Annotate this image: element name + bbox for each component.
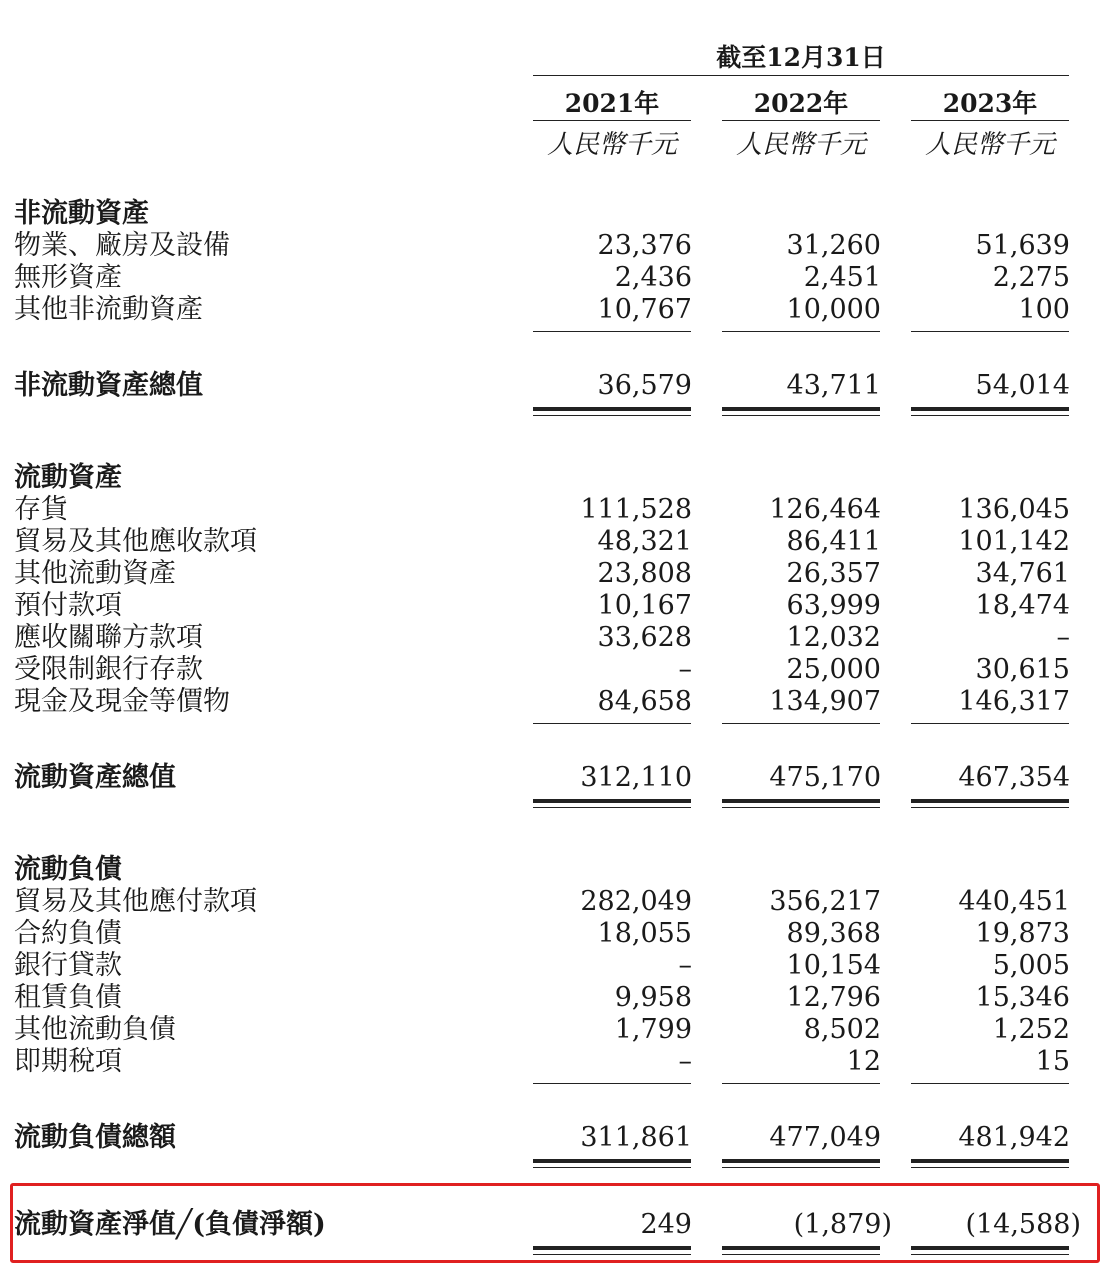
row-label: 受限制銀行存款 bbox=[14, 654, 203, 685]
row-value: 26,357 bbox=[786, 558, 881, 589]
total-value: 477,049 bbox=[769, 1122, 881, 1153]
row-value: 12,032 bbox=[786, 622, 881, 653]
row-label: 預付款項 bbox=[14, 590, 122, 621]
row-label: 其他非流動資產 bbox=[14, 294, 203, 325]
total-double-rule bbox=[533, 407, 691, 416]
header-rule bbox=[533, 75, 1069, 76]
row-label: 貿易及其他應付款項 bbox=[14, 886, 257, 917]
total-value: 54,014 bbox=[975, 370, 1070, 401]
row-value: 282,049 bbox=[580, 886, 692, 917]
subtotal-rule bbox=[533, 723, 691, 724]
row-value: 23,808 bbox=[597, 558, 692, 589]
row-value: 48,321 bbox=[597, 526, 692, 557]
subtotal-rule bbox=[722, 1083, 880, 1084]
row-value: 10,154 bbox=[786, 950, 881, 981]
row-value: 10,167 bbox=[597, 590, 692, 621]
row-value: 15,346 bbox=[975, 982, 1070, 1013]
row-value: 23,376 bbox=[597, 230, 692, 261]
row-value: – bbox=[678, 1046, 692, 1077]
row-value: 5,005 bbox=[992, 950, 1070, 981]
row-value: 34,761 bbox=[975, 558, 1070, 589]
row-value: 136,045 bbox=[958, 494, 1070, 525]
row-value: 111,528 bbox=[580, 494, 692, 525]
total-label-non-current-assets: 非流動資產總值 bbox=[14, 370, 203, 401]
row-value: 31,260 bbox=[786, 230, 881, 261]
row-label: 物業、廠房及設備 bbox=[14, 230, 230, 261]
row-value: – bbox=[678, 950, 692, 981]
row-value: 10,767 bbox=[597, 294, 692, 325]
net-current-value-2023: (14,588) bbox=[965, 1209, 1081, 1240]
subtotal-rule bbox=[911, 1083, 1069, 1084]
row-value: 25,000 bbox=[786, 654, 881, 685]
row-value: 12,796 bbox=[786, 982, 881, 1013]
row-value: 356,217 bbox=[769, 886, 881, 917]
total-value: 43,711 bbox=[786, 370, 881, 401]
row-value: 84,658 bbox=[597, 686, 692, 717]
subtotal-rule bbox=[911, 331, 1069, 332]
row-value: 440,451 bbox=[958, 886, 1070, 917]
row-label: 貿易及其他應收款項 bbox=[14, 526, 257, 557]
row-value: 30,615 bbox=[975, 654, 1070, 685]
row-label: 租賃負債 bbox=[14, 982, 122, 1013]
row-value: 86,411 bbox=[786, 526, 881, 557]
row-value: 15 bbox=[1035, 1046, 1070, 1077]
unit-2023: 人民幣千元 bbox=[924, 130, 1055, 160]
net-current-value-2021: 249 bbox=[640, 1209, 692, 1240]
total-label-current-assets: 流動資產總值 bbox=[14, 762, 176, 793]
section-heading-current-assets: 流動資產 bbox=[14, 462, 122, 493]
total-double-rule bbox=[722, 799, 880, 808]
subtotal-rule bbox=[533, 1083, 691, 1084]
row-value: – bbox=[1056, 622, 1070, 653]
row-value: 19,873 bbox=[975, 918, 1070, 949]
row-label: 其他流動負債 bbox=[14, 1014, 176, 1045]
year-rule-2021 bbox=[533, 120, 691, 121]
row-value: – bbox=[678, 654, 692, 685]
row-label: 存貨 bbox=[14, 494, 68, 525]
row-value: 18,055 bbox=[597, 918, 692, 949]
net-current-value-2022: (1,879) bbox=[793, 1209, 892, 1240]
row-value: 1,799 bbox=[614, 1014, 692, 1045]
net-current-label: 流動資產淨值╱(負債淨額) bbox=[14, 1209, 326, 1240]
total-double-rule bbox=[533, 1159, 691, 1168]
section-heading-non-current-assets: 非流動資產 bbox=[14, 198, 149, 229]
row-value: 8,502 bbox=[803, 1014, 881, 1045]
total-double-rule bbox=[722, 407, 880, 416]
row-value: 18,474 bbox=[975, 590, 1070, 621]
year-rule-2022 bbox=[722, 120, 880, 121]
row-label: 其他流動資產 bbox=[14, 558, 176, 589]
row-value: 33,628 bbox=[597, 622, 692, 653]
unit-2021: 人民幣千元 bbox=[546, 130, 677, 160]
row-label: 銀行貸款 bbox=[14, 950, 122, 981]
row-value: 101,142 bbox=[958, 526, 1070, 557]
total-double-rule bbox=[533, 1246, 691, 1255]
row-value: 10,000 bbox=[786, 294, 881, 325]
year-2021: 2021年 bbox=[564, 89, 660, 118]
row-value: 126,464 bbox=[769, 494, 881, 525]
total-double-rule bbox=[911, 407, 1069, 416]
subtotal-rule bbox=[533, 331, 691, 332]
row-value: 12 bbox=[846, 1046, 881, 1077]
row-label: 現金及現金等價物 bbox=[14, 686, 230, 717]
subtotal-rule bbox=[722, 331, 880, 332]
total-label-current-liabilities: 流動負債總額 bbox=[14, 1122, 176, 1153]
row-value: 1,252 bbox=[992, 1014, 1070, 1045]
total-value: 467,354 bbox=[958, 762, 1070, 793]
year-2023: 2023年 bbox=[942, 89, 1038, 118]
row-value: 134,907 bbox=[769, 686, 881, 717]
year-2022: 2022年 bbox=[753, 89, 849, 118]
total-double-rule bbox=[533, 799, 691, 808]
unit-2022: 人民幣千元 bbox=[735, 130, 866, 160]
year-rule-2023 bbox=[911, 120, 1069, 121]
subtotal-rule bbox=[722, 723, 880, 724]
row-value: 146,317 bbox=[958, 686, 1070, 717]
total-double-rule bbox=[722, 1159, 880, 1168]
total-double-rule bbox=[911, 1246, 1069, 1255]
total-double-rule bbox=[911, 799, 1069, 808]
row-label: 即期稅項 bbox=[14, 1046, 122, 1077]
total-double-rule bbox=[911, 1159, 1069, 1168]
row-value: 100 bbox=[1018, 294, 1070, 325]
row-label: 應收關聯方款項 bbox=[14, 622, 203, 653]
row-value: 89,368 bbox=[786, 918, 881, 949]
period-header: 截至12月31日 bbox=[716, 43, 886, 72]
total-double-rule bbox=[722, 1246, 880, 1255]
row-label: 無形資產 bbox=[14, 262, 122, 293]
subtotal-rule bbox=[911, 723, 1069, 724]
total-value: 481,942 bbox=[958, 1122, 1070, 1153]
total-value: 311,861 bbox=[580, 1122, 692, 1153]
row-value: 2,451 bbox=[803, 262, 881, 293]
total-value: 475,170 bbox=[769, 762, 881, 793]
row-value: 2,436 bbox=[614, 262, 692, 293]
row-value: 9,958 bbox=[614, 982, 692, 1013]
section-heading-current-liabilities: 流動負債 bbox=[14, 854, 122, 885]
total-value: 36,579 bbox=[597, 370, 692, 401]
row-value: 2,275 bbox=[992, 262, 1070, 293]
row-value: 51,639 bbox=[975, 230, 1070, 261]
row-value: 63,999 bbox=[786, 590, 881, 621]
row-label: 合約負債 bbox=[14, 918, 122, 949]
total-value: 312,110 bbox=[580, 762, 692, 793]
